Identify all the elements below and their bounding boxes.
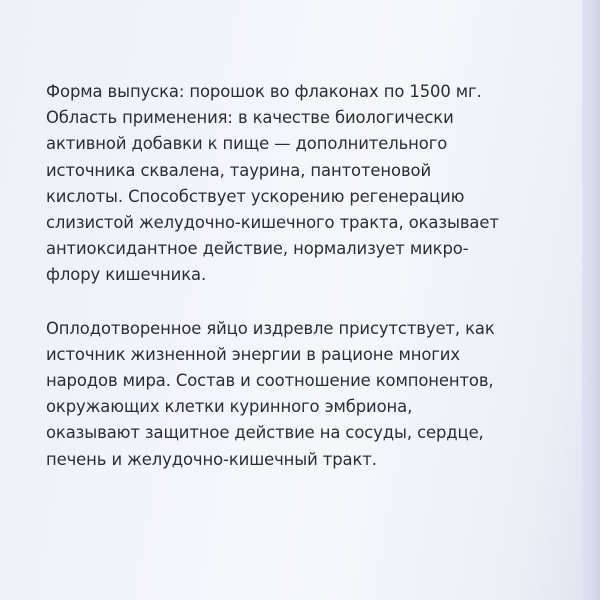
text-line: кислоты. Способствует ускорению регенерацию	[46, 186, 465, 206]
paragraph-gap	[46, 289, 586, 316]
text-line: слизистой желудочно-кишечного тракта, оказывает	[46, 213, 499, 233]
text-line: источник жизненной энергии в рационе многих	[46, 344, 460, 364]
text-line: флору кишечника.	[46, 265, 207, 285]
text-line: антиоксидантное действие, нормализует микро-	[46, 239, 469, 259]
text-line: Область применения: в качестве биологически	[46, 108, 454, 128]
text-line: активной добавки к пище — дополнительного	[46, 134, 448, 154]
paragraph-description	[46, 316, 586, 473]
text-line: Форма выпуска: порошок во флаконах по 1500 мг.	[46, 82, 482, 101]
text-line: печень и желудочно-кишечный тракт.	[46, 449, 377, 469]
text-line: оказывают защитное действие на сосуды, сердце,	[46, 423, 484, 443]
text-line: народов мира. Состав и соотношение компонентов,	[46, 371, 494, 391]
paragraph-release-form	[46, 79, 586, 289]
text-line: окружающих клетки куринного эмбриона,	[46, 397, 413, 417]
label-text	[46, 79, 586, 473]
text-line: Оплодотворенное яйцо издревле присутствует, как	[46, 318, 495, 338]
text-line: источника сквалена, таурина, пантотеновой	[46, 160, 432, 180]
